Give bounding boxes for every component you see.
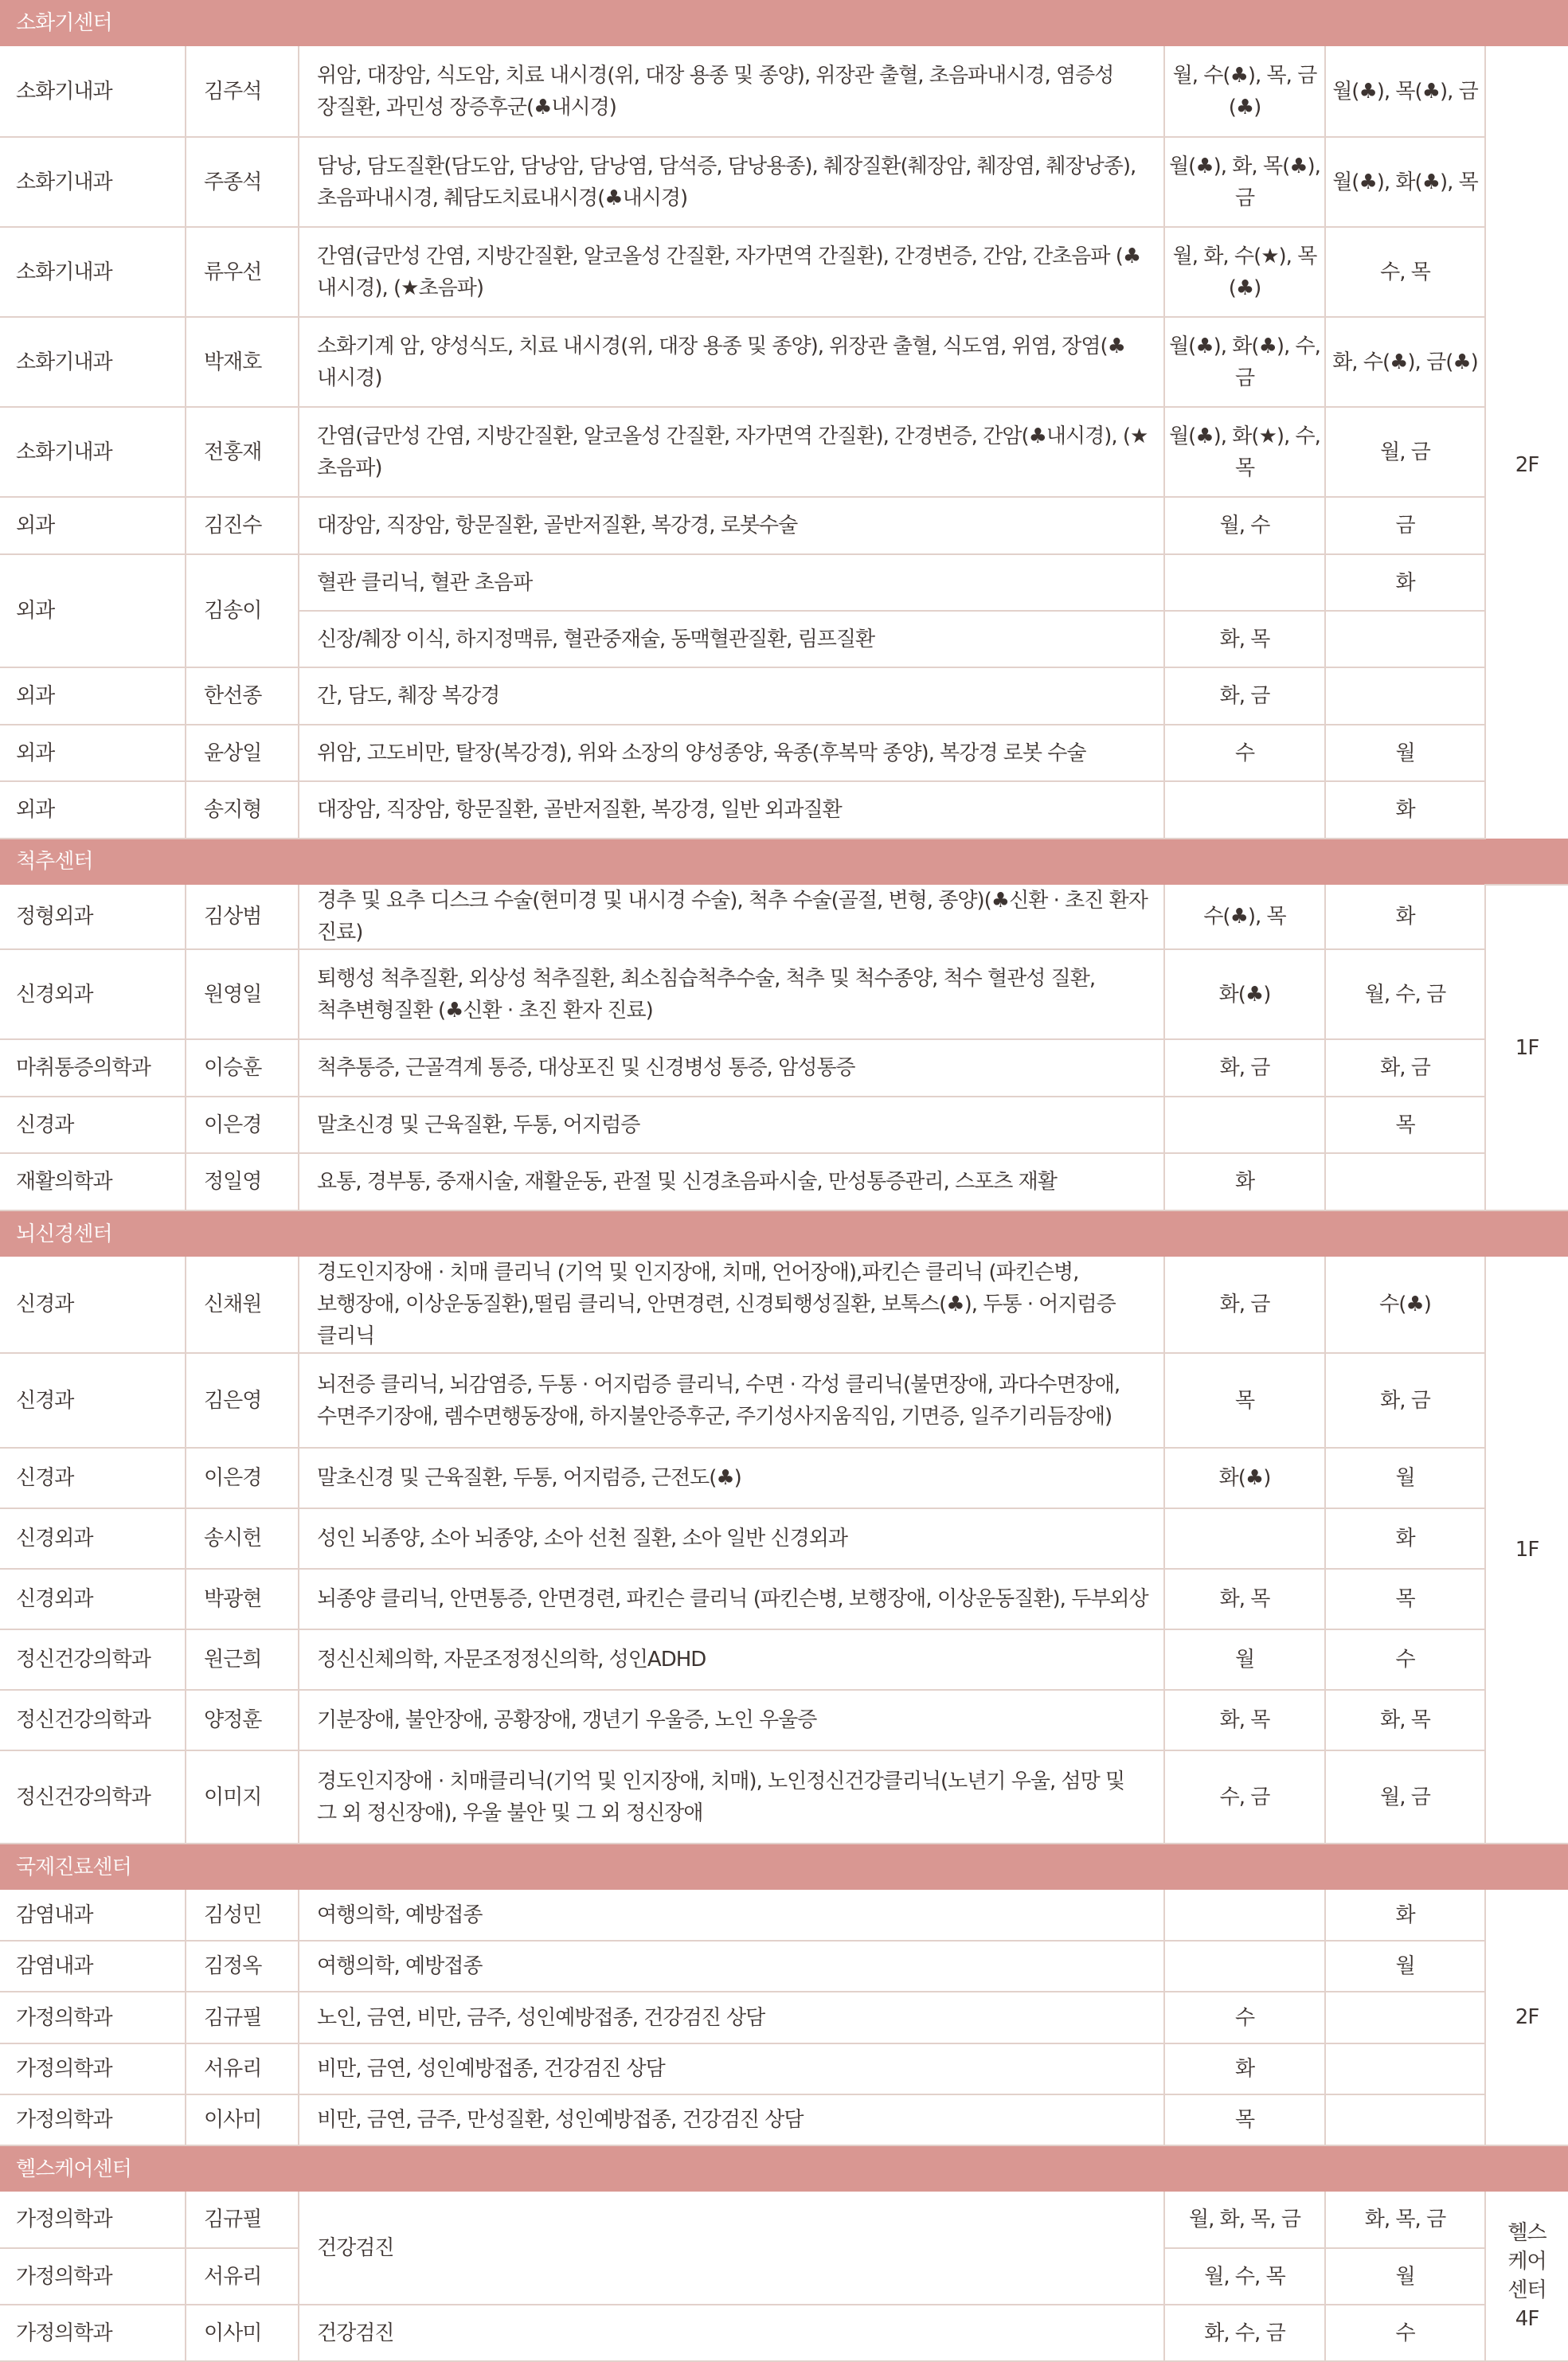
- afternoon-clinic-cell: 화, 금: [1325, 1353, 1485, 1448]
- doctor-name-cell: 박광현: [186, 1569, 299, 1629]
- specialty-cell: 경도인지장애 · 치매 클리닉 (기억 및 인지장애, 치매, 언어장애),파킨슨 클리닉 (파킨슨병, 보행장애, 이상운동질환),떨림 클리닉, 안면경련, 신경퇴행성질환, 보톡스(♣), 두통 · 어지럼증 클리닉: [299, 1257, 1164, 1353]
- department-cell: 외과: [0, 554, 186, 667]
- table-row: [0, 137, 1568, 227]
- afternoon-clinic-cell: 화: [1325, 781, 1485, 839]
- morning-clinic-cell: [1164, 1890, 1325, 1941]
- specialty-cell: 위암, 고도비만, 탈장(복강경), 위와 소장의 양성종양, 육종(후복막 종양), 복강경 로봇 수술: [299, 725, 1164, 781]
- table-row: [0, 1448, 1568, 1508]
- morning-clinic-cell: 화, 금: [1164, 1039, 1325, 1097]
- table-row: [0, 2094, 1568, 2145]
- morning-clinic-cell: 월, 수(♣), 목, 금(♣): [1164, 46, 1325, 137]
- department-cell: 정신건강의학과: [0, 1629, 186, 1690]
- section-title: 국제진료센터: [0, 1844, 1568, 1890]
- afternoon-clinic-cell: 월, 수, 금: [1325, 949, 1485, 1039]
- doctor-name-cell: 김규필: [186, 2192, 299, 2248]
- department-cell: 가정의학과: [0, 2248, 186, 2305]
- afternoon-clinic-cell: 화: [1325, 1890, 1485, 1941]
- morning-clinic-cell: 월(♣), 화(♣), 수, 금: [1164, 317, 1325, 407]
- afternoon-clinic-cell: [1325, 2043, 1485, 2094]
- department-cell: 가정의학과: [0, 2305, 186, 2361]
- section-title: 척추센터: [0, 839, 1568, 885]
- floor-cell: 2F: [1485, 1890, 1568, 2145]
- table-row: [0, 725, 1568, 781]
- section-header-international: [0, 1844, 1568, 1890]
- morning-clinic-cell: 화: [1164, 2043, 1325, 2094]
- doctor-name-cell: 박재호: [186, 317, 299, 407]
- section-header-neuro: [0, 1210, 1568, 1257]
- specialty-cell: 소화기계 암, 양성식도, 치료 내시경(위, 대장 용종 및 종양), 위장관 출혈, 식도염, 위염, 장염(♣내시경): [299, 317, 1164, 407]
- department-cell: 정신건강의학과: [0, 1750, 186, 1844]
- section-header-spine: [0, 839, 1568, 885]
- afternoon-clinic-cell: 화, 수(♣), 금(♣): [1325, 317, 1485, 407]
- afternoon-clinic-cell: 월(♣), 화(♣), 목: [1325, 137, 1485, 227]
- morning-clinic-cell: 목: [1164, 2094, 1325, 2145]
- specialty-cell: 비만, 금연, 금주, 만성질환, 성인예방접종, 건강검진 상담: [299, 2094, 1164, 2145]
- specialty-cell: 신장/췌장 이식, 하지정맥류, 혈관중재술, 동맥혈관질환, 림프질환: [299, 611, 1164, 667]
- afternoon-clinic-cell: [1325, 2094, 1485, 2145]
- table-row: [0, 2192, 1568, 2248]
- specialty-cell: 경도인지장애 · 치매클리닉(기억 및 인지장애, 치매), 노인정신건강클리닉(노년기 우울, 섬망 및 그 외 정신장애), 우울 불안 및 그 외 정신장애: [299, 1750, 1164, 1844]
- section-title: 소화기센터: [0, 0, 1568, 46]
- table-row: [0, 1629, 1568, 1690]
- department-cell: 소화기내과: [0, 317, 186, 407]
- department-cell: 정형외과: [0, 885, 186, 949]
- doctor-name-cell: 전홍재: [186, 407, 299, 497]
- doctor-name-cell: 한선종: [186, 667, 299, 725]
- doctor-name-cell: 김성민: [186, 1890, 299, 1941]
- morning-clinic-cell: 월, 화, 수(★), 목(♣): [1164, 227, 1325, 317]
- table-row: [0, 2305, 1568, 2361]
- doctor-name-cell: 김규필: [186, 1992, 299, 2043]
- floor-cell: 1F: [1485, 885, 1568, 1210]
- floor-line: 케어: [1507, 2250, 1546, 2274]
- department-cell: 신경과: [0, 1353, 186, 1448]
- table-row: [0, 949, 1568, 1039]
- afternoon-clinic-cell: 화, 금: [1325, 1039, 1485, 1097]
- doctor-name-cell: 송지형: [186, 781, 299, 839]
- specialty-cell: 간, 담도, 췌장 복강경: [299, 667, 1164, 725]
- department-cell: 외과: [0, 781, 186, 839]
- afternoon-clinic-cell: 화, 목, 금: [1325, 2192, 1485, 2248]
- department-cell: 소화기내과: [0, 227, 186, 317]
- doctor-name-cell: 이미지: [186, 1750, 299, 1844]
- table-row: [0, 227, 1568, 317]
- department-cell: 감염내과: [0, 1941, 186, 1992]
- afternoon-clinic-cell: 금: [1325, 497, 1485, 554]
- afternoon-clinic-cell: 월(♣), 목(♣), 금: [1325, 46, 1485, 137]
- table-row: [0, 781, 1568, 839]
- floor-cell: 2F: [1485, 46, 1568, 885]
- section-title: 헬스케어센터: [0, 2145, 1568, 2192]
- specialty-cell: 정신신체의학, 자문조정정신의학, 성인ADHD: [299, 1629, 1164, 1690]
- afternoon-clinic-cell: 월: [1325, 1941, 1485, 1992]
- section-title: 뇌신경센터: [0, 1210, 1568, 1257]
- morning-clinic-cell: 화: [1164, 1153, 1325, 1210]
- table-row: [0, 317, 1568, 407]
- doctor-name-cell: 윤상일: [186, 725, 299, 781]
- table-row: [0, 1750, 1568, 1844]
- table-row: [0, 1257, 1568, 1353]
- afternoon-clinic-cell: 화: [1325, 554, 1485, 611]
- department-cell: 소화기내과: [0, 46, 186, 137]
- morning-clinic-cell: 화, 금: [1164, 1257, 1325, 1353]
- department-cell: 정신건강의학과: [0, 1690, 186, 1750]
- morning-clinic-cell: 화(♣): [1164, 1448, 1325, 1508]
- afternoon-clinic-cell: 목: [1325, 1097, 1485, 1153]
- afternoon-clinic-cell: [1325, 1992, 1485, 2043]
- table-row: [0, 1097, 1568, 1153]
- specialty-cell: 경추 및 요추 디스크 수술(현미경 및 내시경 수술), 척추 수술(골절, 변형, 종양)(♣신환 · 초진 환자 진료): [299, 885, 1164, 949]
- morning-clinic-cell: 화, 수, 금: [1164, 2305, 1325, 2361]
- morning-clinic-cell: 월: [1164, 1629, 1325, 1690]
- specialty-cell: 여행의학, 예방접종: [299, 1941, 1164, 1992]
- morning-clinic-cell: 수, 금: [1164, 1750, 1325, 1844]
- floor-cell: 1F: [1485, 1257, 1568, 1844]
- table-row: [0, 1039, 1568, 1097]
- morning-clinic-cell: 화, 금: [1164, 667, 1325, 725]
- department-cell: 재활의학과: [0, 1153, 186, 1210]
- specialty-cell: 대장암, 직장암, 항문질환, 골반저질환, 복강경, 일반 외과질환: [299, 781, 1164, 839]
- morning-clinic-cell: 화, 목: [1164, 1690, 1325, 1750]
- floor-line: 헬스: [1507, 2221, 1546, 2245]
- department-cell: 가정의학과: [0, 2192, 186, 2248]
- doctor-name-cell: 김송이: [186, 554, 299, 667]
- table-row: [0, 1353, 1568, 1448]
- section-header-digestive: [0, 0, 1568, 46]
- department-cell: 마취통증의학과: [0, 1039, 186, 1097]
- afternoon-clinic-cell: 목: [1325, 1569, 1485, 1629]
- doctor-name-cell: 이은경: [186, 1097, 299, 1153]
- afternoon-clinic-cell: 화: [1325, 1508, 1485, 1569]
- morning-clinic-cell: 화(♣): [1164, 949, 1325, 1039]
- afternoon-clinic-cell: 수(♣): [1325, 1257, 1485, 1353]
- morning-clinic-cell: 수: [1164, 725, 1325, 781]
- specialty-cell: 건강검진: [299, 2305, 1164, 2361]
- afternoon-clinic-cell: 월: [1325, 2248, 1485, 2305]
- doctor-name-cell: 이사미: [186, 2305, 299, 2361]
- table-row: [0, 1508, 1568, 1569]
- department-cell: 외과: [0, 725, 186, 781]
- table-row: [0, 1569, 1568, 1629]
- doctor-name-cell: 송시헌: [186, 1508, 299, 1569]
- specialty-cell: 척추통증, 근골격계 통증, 대상포진 및 신경병성 통증, 암성통증: [299, 1039, 1164, 1097]
- table-row: [0, 2043, 1568, 2094]
- afternoon-clinic-cell: 수: [1325, 1629, 1485, 1690]
- doctor-name-cell: 이사미: [186, 2094, 299, 2145]
- specialty-cell: 여행의학, 예방접종: [299, 1890, 1164, 1941]
- afternoon-clinic-cell: 월, 금: [1325, 407, 1485, 497]
- table-row: [0, 1153, 1568, 1210]
- department-cell: 가정의학과: [0, 2043, 186, 2094]
- afternoon-clinic-cell: 화: [1325, 885, 1485, 949]
- department-cell: 신경과: [0, 1097, 186, 1153]
- morning-clinic-cell: 화, 목: [1164, 1569, 1325, 1629]
- morning-clinic-cell: [1164, 1508, 1325, 1569]
- doctor-name-cell: 이은경: [186, 1448, 299, 1508]
- department-cell: 소화기내과: [0, 407, 186, 497]
- afternoon-clinic-cell: 수: [1325, 2305, 1485, 2361]
- specialty-cell: 비만, 금연, 성인예방접종, 건강검진 상담: [299, 2043, 1164, 2094]
- department-cell: 신경외과: [0, 949, 186, 1039]
- specialty-cell: 혈관 클리닉, 혈관 초음파: [299, 554, 1164, 611]
- specialty-cell: 말초신경 및 근육질환, 두통, 어지럼증, 근전도(♣): [299, 1448, 1164, 1508]
- specialty-cell: 퇴행성 척추질환, 외상성 척추질환, 최소침습척추수술, 척추 및 척수종양, 척수 혈관성 질환, 척추변형질환 (♣신환 · 초진 환자 진료): [299, 949, 1164, 1039]
- doctor-name-cell: 주종석: [186, 137, 299, 227]
- morning-clinic-cell: 월, 수: [1164, 497, 1325, 554]
- doctor-name-cell: 김정옥: [186, 1941, 299, 1992]
- department-cell: 신경과: [0, 1448, 186, 1508]
- specialty-cell: 위암, 대장암, 식도암, 치료 내시경(위, 대장 용종 및 종양), 위장관 출혈, 초음파내시경, 염증성 장질환, 과민성 장증후군(♣내시경): [299, 46, 1164, 137]
- morning-clinic-cell: 수: [1164, 1992, 1325, 2043]
- specialty-cell: 노인, 금연, 비만, 금주, 성인예방접종, 건강검진 상담: [299, 1992, 1164, 2043]
- morning-clinic-cell: [1164, 781, 1325, 839]
- floor-line: 센터: [1507, 2278, 1546, 2302]
- department-cell: 가정의학과: [0, 2094, 186, 2145]
- specialty-cell: 담낭, 담도질환(담도암, 담낭암, 담낭염, 담석증, 담낭용종), 췌장질환(췌장암, 췌장염, 췌장낭종), 초음파내시경, 췌담도치료내시경(♣내시경): [299, 137, 1164, 227]
- specialty-cell: 뇌종양 클리닉, 안면통증, 안면경련, 파킨슨 클리닉 (파킨슨병, 보행장애, 이상운동질환), 두부외상: [299, 1569, 1164, 1629]
- specialty-cell: 대장암, 직장암, 항문질환, 골반저질환, 복강경, 로봇수술: [299, 497, 1164, 554]
- table-row: [0, 554, 1568, 611]
- section-header-healthcare: [0, 2145, 1568, 2192]
- table-row: [0, 1690, 1568, 1750]
- afternoon-clinic-cell: [1325, 1153, 1485, 1210]
- table-row: [0, 667, 1568, 725]
- doctor-name-cell: 이승훈: [186, 1039, 299, 1097]
- doctor-name-cell: 원근희: [186, 1629, 299, 1690]
- afternoon-clinic-cell: 월, 금: [1325, 1750, 1485, 1844]
- department-cell: 신경외과: [0, 1508, 186, 1569]
- specialty-cell: 간염(급만성 간염, 지방간질환, 알코올성 간질환, 자가면역 간질환), 간경변증, 간암(♣내시경), (★초음파): [299, 407, 1164, 497]
- table-row: [0, 1992, 1568, 2043]
- doctor-name-cell: 원영일: [186, 949, 299, 1039]
- doctor-name-cell: 김상범: [186, 885, 299, 949]
- specialty-cell: 성인 뇌종양, 소아 뇌종양, 소아 선천 질환, 소아 일반 신경외과: [299, 1508, 1164, 1569]
- morning-clinic-cell: 목: [1164, 1353, 1325, 1448]
- morning-clinic-cell: 월, 화, 목, 금: [1164, 2192, 1325, 2248]
- morning-clinic-cell: 월(♣), 화(★), 수, 목: [1164, 407, 1325, 497]
- doctor-name-cell: 김주석: [186, 46, 299, 137]
- table-row: [0, 46, 1568, 137]
- department-cell: 외과: [0, 497, 186, 554]
- table-row: [0, 407, 1568, 497]
- morning-clinic-cell: [1164, 1097, 1325, 1153]
- department-cell: 신경과: [0, 1257, 186, 1353]
- department-cell: 소화기내과: [0, 137, 186, 227]
- afternoon-clinic-cell: 화, 목: [1325, 1690, 1485, 1750]
- afternoon-clinic-cell: [1325, 611, 1485, 667]
- afternoon-clinic-cell: 월: [1325, 725, 1485, 781]
- morning-clinic-cell: 월(♣), 화, 목(♣), 금: [1164, 137, 1325, 227]
- morning-clinic-cell: [1164, 554, 1325, 611]
- morning-clinic-cell: 수(♣), 목: [1164, 885, 1325, 949]
- table-row: [0, 1890, 1568, 1941]
- department-cell: 신경외과: [0, 1569, 186, 1629]
- afternoon-clinic-cell: 수, 목: [1325, 227, 1485, 317]
- specialty-cell: 건강검진: [299, 2192, 1164, 2305]
- table-row: [0, 1941, 1568, 1992]
- doctor-name-cell: 신채원: [186, 1257, 299, 1353]
- morning-clinic-cell: [1164, 1941, 1325, 1992]
- department-cell: 가정의학과: [0, 1992, 186, 2043]
- floor-line: 4F: [1515, 2307, 1539, 2331]
- doctor-name-cell: 김은영: [186, 1353, 299, 1448]
- specialty-cell: 말초신경 및 근육질환, 두통, 어지럼증: [299, 1097, 1164, 1153]
- specialty-cell: 요통, 경부통, 중재시술, 재활운동, 관절 및 신경초음파시술, 만성통증관리, 스포츠 재활: [299, 1153, 1164, 1210]
- morning-clinic-cell: 월, 수, 목: [1164, 2248, 1325, 2305]
- department-cell: 감염내과: [0, 1890, 186, 1941]
- doctor-name-cell: 서유리: [186, 2248, 299, 2305]
- floor-cell: [1485, 2192, 1568, 2361]
- specialty-cell: 간염(급만성 간염, 지방간질환, 알코올성 간질환, 자가면역 간질환), 간경변증, 간암, 간초음파 (♣내시경), (★초음파): [299, 227, 1164, 317]
- doctor-name-cell: 양정훈: [186, 1690, 299, 1750]
- doctor-name-cell: 김진수: [186, 497, 299, 554]
- afternoon-clinic-cell: 월: [1325, 1448, 1485, 1508]
- doctor-name-cell: 류우선: [186, 227, 299, 317]
- table-row: [0, 497, 1568, 554]
- specialty-cell: 뇌전증 클리닉, 뇌감염증, 두통 · 어지럼증 클리닉, 수면 · 각성 클리닉(불면장애, 과다수면장애, 수면주기장애, 렘수면행동장애, 하지불안증후군, 주기성사지움직임, 기면증, 일주기리듬장애): [299, 1353, 1164, 1448]
- afternoon-clinic-cell: [1325, 667, 1485, 725]
- doctor-name-cell: 서유리: [186, 2043, 299, 2094]
- specialty-cell: 기분장애, 불안장애, 공황장애, 갱년기 우울증, 노인 우울증: [299, 1690, 1164, 1750]
- department-cell: 외과: [0, 667, 186, 725]
- morning-clinic-cell: 화, 목: [1164, 611, 1325, 667]
- doctor-name-cell: 정일영: [186, 1153, 299, 1210]
- table-row: [0, 885, 1568, 949]
